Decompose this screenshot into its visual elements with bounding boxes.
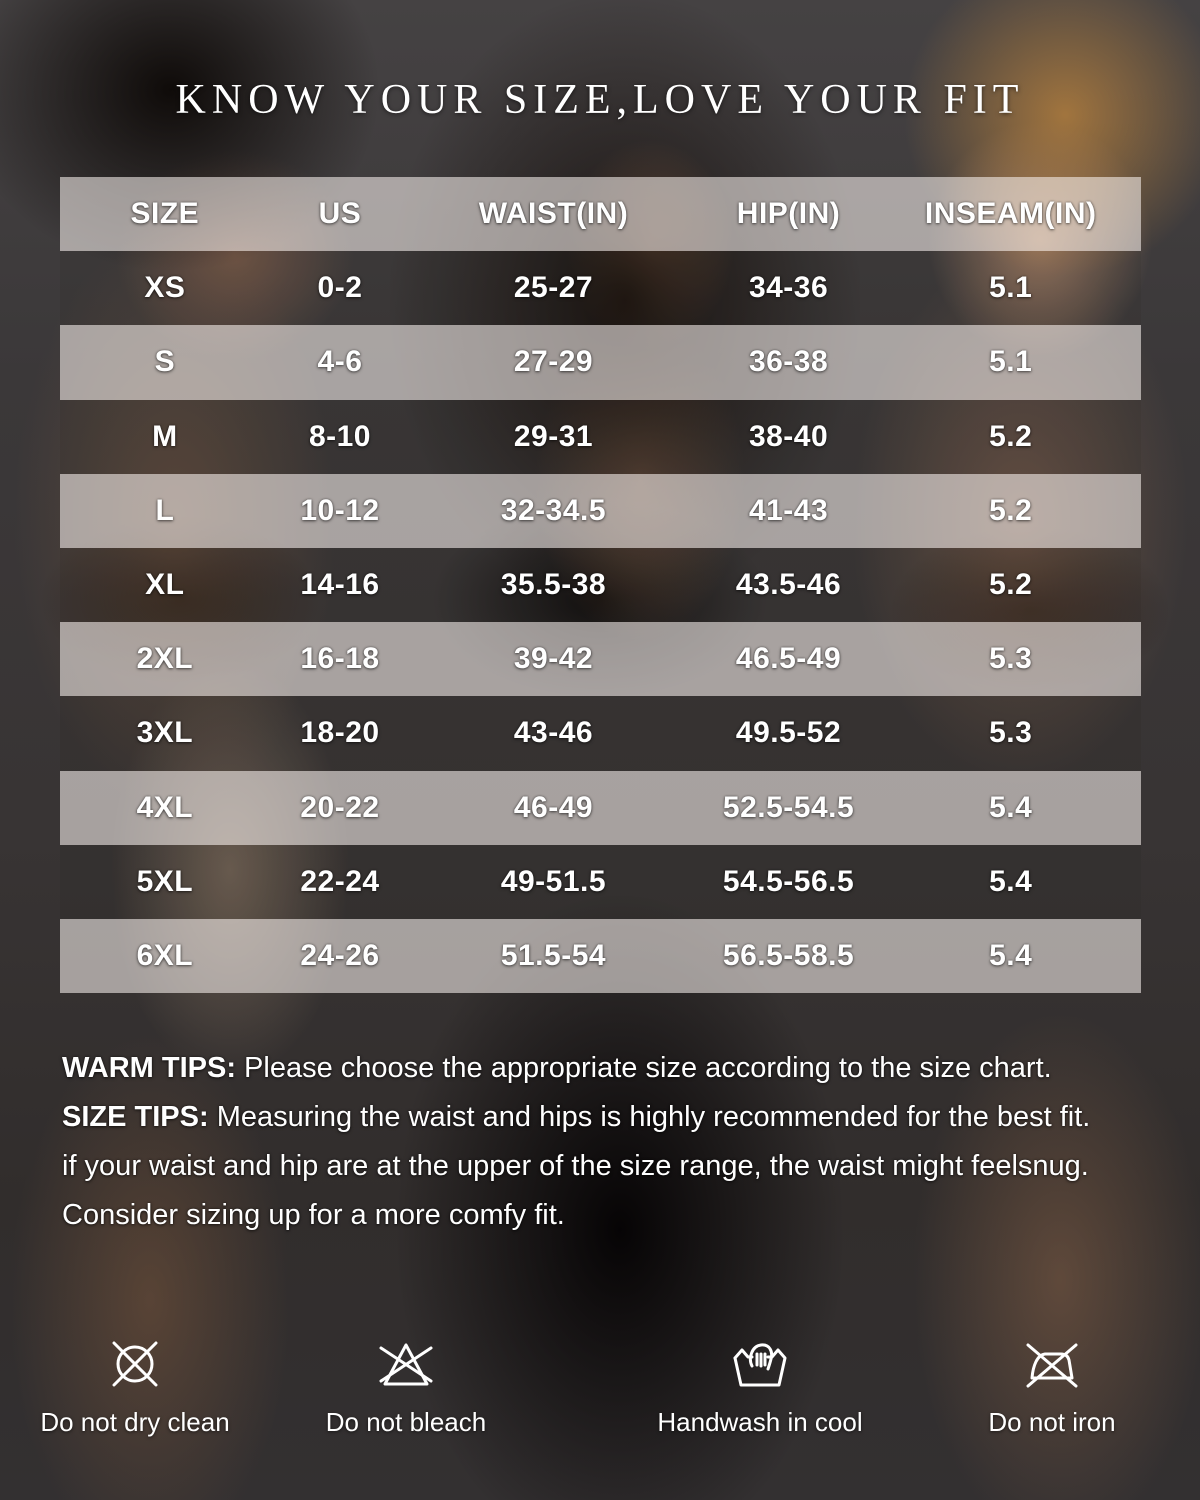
cell-us: 4-6: [317, 345, 363, 379]
size-table: [60, 177, 1141, 993]
cell-size: 3XL: [136, 716, 194, 750]
table-row: [60, 919, 1141, 993]
cell-waist: 32-34.5: [500, 493, 607, 527]
cell-hip: 52.5-54.5: [722, 790, 855, 824]
header-hip: HIP(IN): [736, 197, 841, 231]
warm-tips-text: Please choose the appropriate size according to the size chart.: [236, 1052, 1052, 1084]
cell-inseam: 5.3: [989, 642, 1033, 676]
table-row: [60, 251, 1141, 325]
size-tips-text: Measuring the waist and hips is highly recommended for the best fit.: [208, 1101, 1091, 1133]
cell-us: 22-24: [300, 864, 380, 898]
table-row: [60, 845, 1141, 919]
cell-waist: 39-42: [513, 642, 594, 676]
tips-block: [62, 1044, 1152, 1240]
cell-waist: 46-49: [513, 790, 594, 824]
table-header-row: [60, 177, 1141, 251]
cell-size: 5XL: [136, 864, 194, 898]
cell-inseam: 5.4: [989, 938, 1033, 972]
cell-waist: 51.5-54: [500, 938, 607, 972]
care-label: Do not bleach: [325, 1407, 487, 1437]
header-inseam: INSEAM(IN): [924, 197, 1097, 231]
care-label: Handwash in cool: [657, 1407, 863, 1437]
size-tips-line: [62, 1093, 1152, 1142]
table-row: [60, 696, 1141, 770]
tips-continuation-line: if your waist and hip are at the upper of the size range, the waist might feelsnug.: [62, 1150, 1089, 1182]
handwash-icon: [728, 1332, 792, 1396]
cell-hip: 46.5-49: [735, 642, 842, 676]
cell-inseam: 5.2: [989, 493, 1033, 527]
cell-us: 0-2: [317, 271, 363, 305]
header-us: US: [318, 197, 362, 231]
care-label: Do not dry clean: [40, 1407, 230, 1437]
cell-inseam: 5.3: [989, 716, 1033, 750]
cell-size: 2XL: [136, 642, 194, 676]
cell-size: M: [152, 419, 178, 453]
cell-inseam: 5.4: [989, 864, 1033, 898]
cell-waist: 25-27: [513, 271, 594, 305]
care-item-do-not-dry-clean: [0, 1332, 285, 1438]
care-item-handwash: [610, 1332, 910, 1438]
header-waist: WAIST(IN): [478, 197, 629, 231]
cell-size: XS: [144, 271, 186, 305]
cell-hip: 38-40: [748, 419, 829, 453]
cell-inseam: 5.1: [989, 271, 1033, 305]
table-row: [60, 325, 1141, 399]
table-row: [60, 548, 1141, 622]
do-not-bleach-icon: [374, 1332, 438, 1396]
cell-hip: 54.5-56.5: [722, 864, 855, 898]
cell-inseam: 5.2: [989, 419, 1033, 453]
cell-size: S: [154, 345, 176, 379]
page-title: KNOW YOUR SIZE,LOVE YOUR FIT: [175, 77, 1025, 123]
header-size: SIZE: [130, 197, 200, 231]
cell-waist: 43-46: [513, 716, 594, 750]
cell-waist: 27-29: [513, 345, 594, 379]
cell-size: 4XL: [136, 790, 194, 824]
table-row: [60, 771, 1141, 845]
do-not-dry-clean-icon: [103, 1332, 167, 1396]
cell-inseam: 5.1: [989, 345, 1033, 379]
care-label: Do not iron: [988, 1407, 1116, 1437]
warm-tips-line: [62, 1044, 1152, 1093]
cell-hip: 41-43: [748, 493, 829, 527]
cell-us: 16-18: [300, 642, 380, 676]
do-not-iron-icon: [1020, 1332, 1084, 1396]
cell-us: 8-10: [308, 419, 371, 453]
care-item-do-not-iron: [902, 1332, 1200, 1438]
cell-hip: 49.5-52: [735, 716, 842, 750]
cell-waist: 29-31: [513, 419, 594, 453]
cell-hip: 36-38: [748, 345, 829, 379]
table-row: [60, 400, 1141, 474]
cell-us: 20-22: [300, 790, 380, 824]
tips-continuation-line: Consider sizing up for a more comfy fit.: [62, 1199, 565, 1231]
cell-inseam: 5.2: [989, 568, 1033, 602]
cell-inseam: 5.4: [989, 790, 1033, 824]
cell-hip: 56.5-58.5: [722, 938, 855, 972]
care-item-do-not-bleach: [256, 1332, 556, 1438]
warm-tips-label: WARM TIPS:: [62, 1052, 236, 1084]
cell-us: 14-16: [300, 568, 380, 602]
cell-size: XL: [145, 568, 185, 602]
cell-us: 24-26: [300, 938, 380, 972]
cell-size: 6XL: [136, 938, 194, 972]
table-row: [60, 622, 1141, 696]
cell-waist: 35.5-38: [500, 568, 607, 602]
cell-us: 10-12: [300, 493, 380, 527]
cell-hip: 43.5-46: [735, 568, 842, 602]
cell-waist: 49-51.5: [500, 864, 607, 898]
size-tips-label: SIZE TIPS:: [62, 1101, 209, 1133]
cell-hip: 34-36: [748, 271, 829, 305]
table-row: [60, 474, 1141, 548]
cell-size: L: [155, 493, 175, 527]
cell-us: 18-20: [300, 716, 380, 750]
